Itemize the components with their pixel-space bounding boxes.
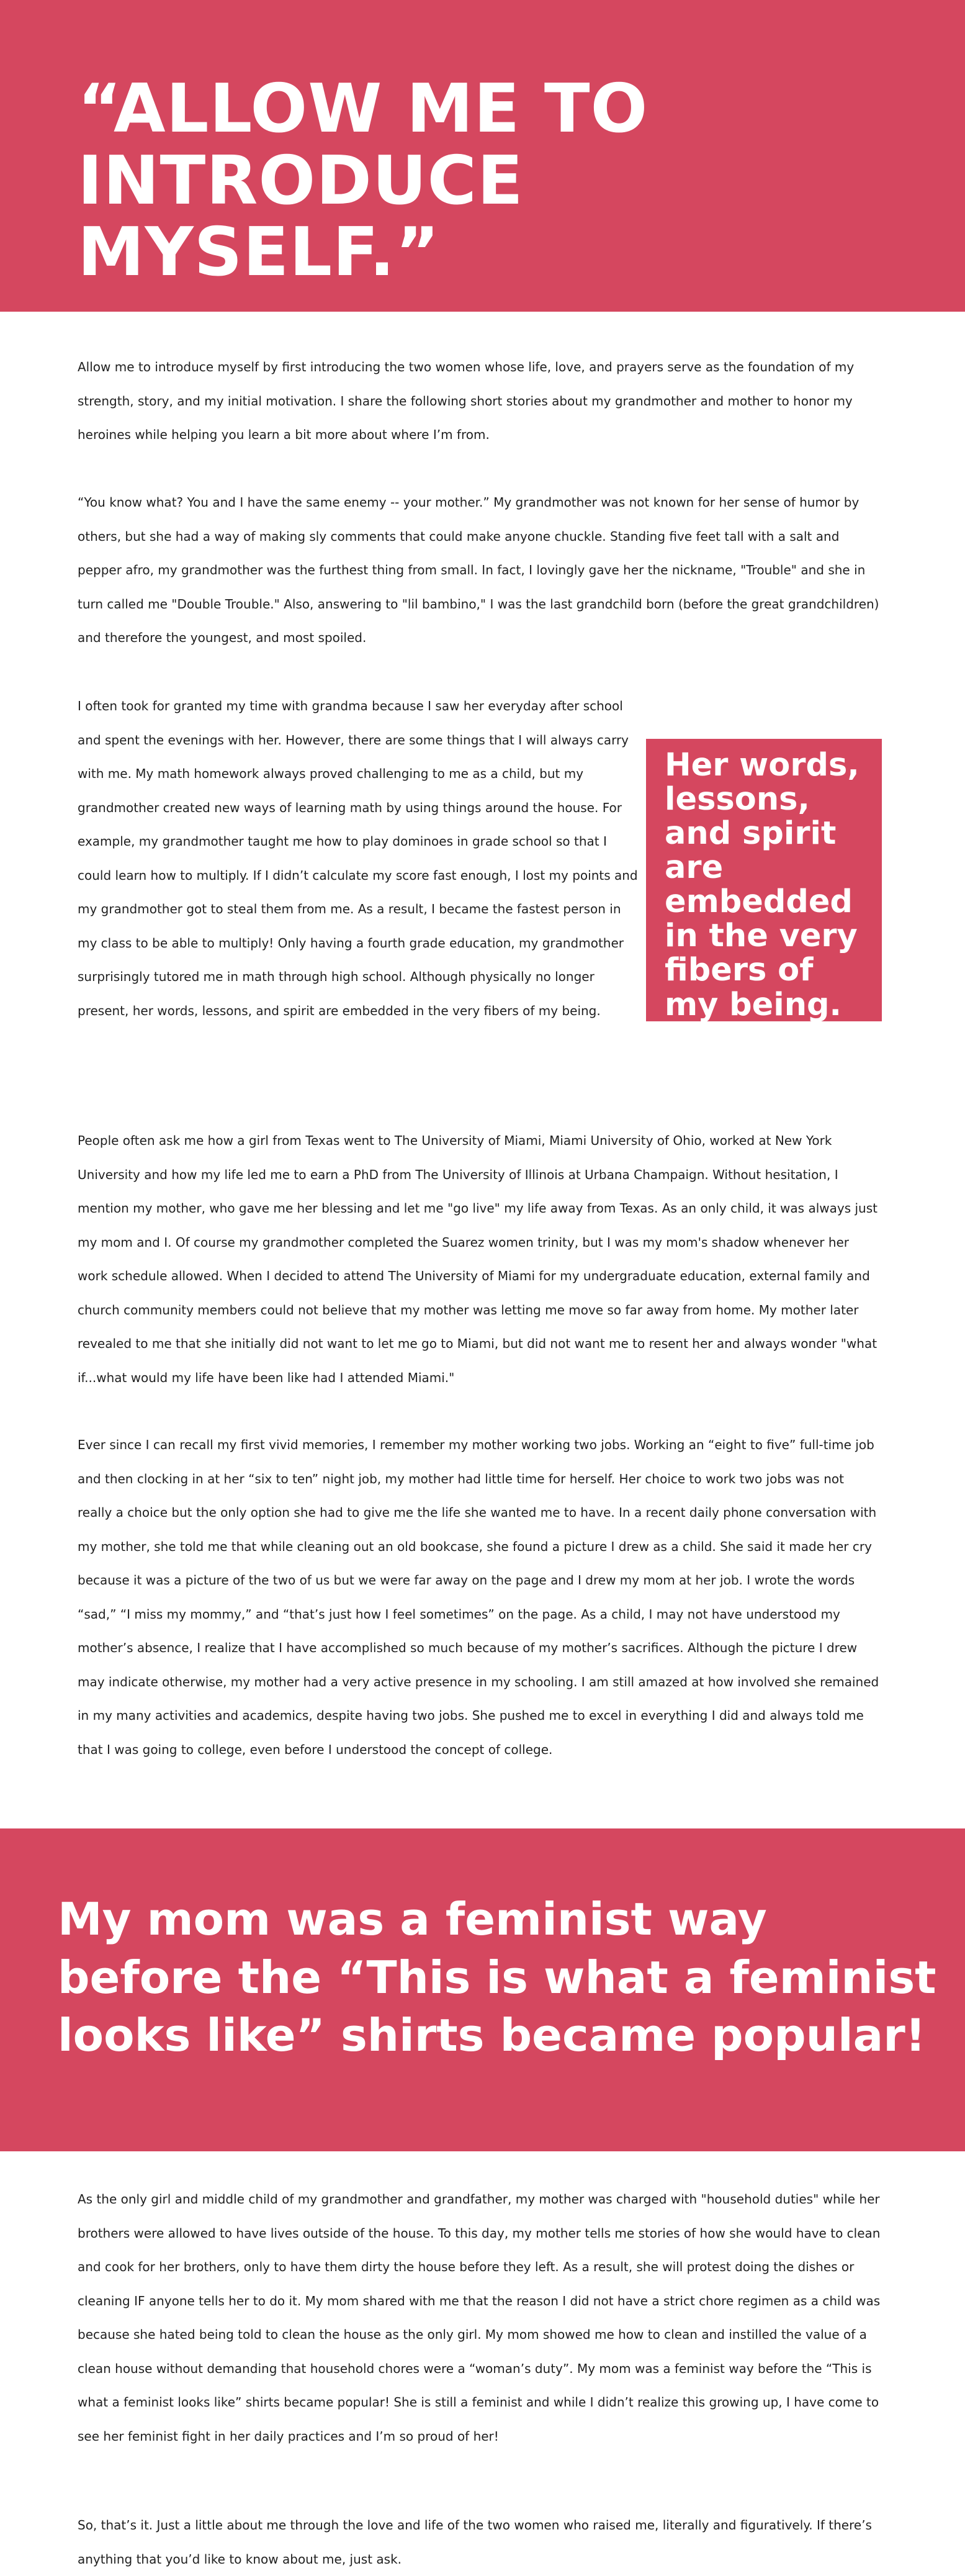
intro-paragraph: Allow me to introduce myself by first introducing the two women whose life, love, and prayers serve as the foundation of my strength, story, and my initial motivation. I share the following short stories about my grandmother and mother to honor my heroines while helping you learn a bit more about where I’m from. xyxy=(78,359,855,442)
pull-quote-text: Her words, lessons, and spirit are embedded in the very fibers of my being. xyxy=(665,747,860,1023)
mother-education-paragraph: People often ask me how a girl from Texas went to The University of Miami, Miami University of Ohio, worked at New York University and how my life led me to earn a PhD from The University of Illinois at Urbana Champaign. Without hesitation, I mention my mother, who gave me her blessing and let me "go live" my life away from Texas. As an only child, it was always just my mom and I. Of course my grandmother completed the Suarez women trinity, but I was my mom's shadow whenever her work schedule allowed. When I decided to attend The University of Miami for my undergraduate education, external family and church community members could not believe that my mother was letting me move so far away from home. My mother later revealed to me that she initially did not want to let me go to Miami, but did not want me to resent her and always wonder "what if...what would my life have been like had I attended Miami." xyxy=(78,1133,877,1385)
feminist-banner-text: My mom was a feminist way before the “This is what a feminist looks like” shirts became popular! xyxy=(58,1893,936,2062)
pull-quote-box xyxy=(646,739,882,1021)
grandmother-math-paragraph: I often took for granted my time with grandma because I saw her everyday after school and spent the evenings with her. However, there are some things that I will always carry with me. My math homework always proved challenging to me as a child, but my grandmother created new ways of learning math by using things around the house. For example, my grandmother taught me how to play dominoes in grade school so that I could learn how to multiply. If I didn’t calculate my score fast enough, I lost my points and my grandmother got to steal them from me. As a result, I became the fastest person in my class to be able to multiply! Only having a fourth grade education, my grandmother surprisingly tutored me in math through high school. Although physically no longer present, her words, lessons, and spirit are embedded in the very fibers of my being. xyxy=(78,698,638,1018)
feminist-banner xyxy=(0,1828,965,2151)
page-title: “ALLOW ME TO INTRODUCE MYSELF.” xyxy=(78,70,649,292)
mother-feminist-paragraph: As the only girl and middle child of my grandmother and grandfather, my mother was charged with "household duties" while her brothers were allowed to have lives outside of the house. To this day, my mother tells me stories of how she would have to clean and cook for her brothers, only to have them dirty the house before they left. As a result, she will protest doing the dishes or cleaning IF anyone tells her to do it. My mom shared with me that the reason I did not have a strict chore regimen as a child was because she hated being told to clean the house as the only girl. My mom showed me how to clean and instilled the value of a clean house without demanding that household chores were a “woman’s duty”. My mom was a feminist way before the “This is what a feminist looks like” shirts became popular! She is still a feminist and while I didn’t realize this growing up, I have come to see her feminist fight in her daily practices and I’m so proud of her! xyxy=(78,2192,881,2444)
grandmother-humor-paragraph: “You know what? You and I have the same enemy -- your mother.” My grandmother was not known for her sense of humor by others, but she had a way of making sly comments that could make anyone chuckle. Standing five feet tall with a salt and pepper afro, my grandmother was the furthest thing from small. In fact, I lovingly gave her the nickname, "Trouble" and she in turn called me "Double Trouble." Also, answering to "lil bambino," I was the last grandchild born (before the great grandchildren) and therefore the youngest, and most spoiled. xyxy=(78,495,879,645)
mother-two-jobs-paragraph: Ever since I can recall my first vivid memories, I remember my mother working two jobs. Working an “eight to five” full-time job and then clocking in at her “six to ten” night job, my mother had little time for herself. Her choice to work two jobs was not really a choice but the only option she had to give me the life she wanted me to have. In a recent daily phone conversation with my mother, she told me that while cleaning out an old bookcase, she found a picture I drew as a child. She said it made her cry because it was a picture of the two of us but we were far away on the page and I drew my mom at her job. I wrote the words “sad,” “I miss my mommy,” and “that’s just how I feel sometimes” on the page. As a child, I may not have understood my mother’s absence, I realize that I have accomplished so much because of my mother’s sacrifices. Although the picture I drew may indicate otherwise, my mother had a very active presence in my schooling. I am still amazed at how involved she remained in my many activities and academics, despite having two jobs. She pushed me to excel in everything I did and always told me that I was going to college, even before I understood the concept of college. xyxy=(78,1437,879,1757)
closing-paragraph: So, that’s it. Just a little about me through the love and life of the two women who raised me, literally and figuratively. If there’s anything that you’d like to know about me, just ask. xyxy=(78,2518,872,2567)
header-banner xyxy=(0,0,965,312)
